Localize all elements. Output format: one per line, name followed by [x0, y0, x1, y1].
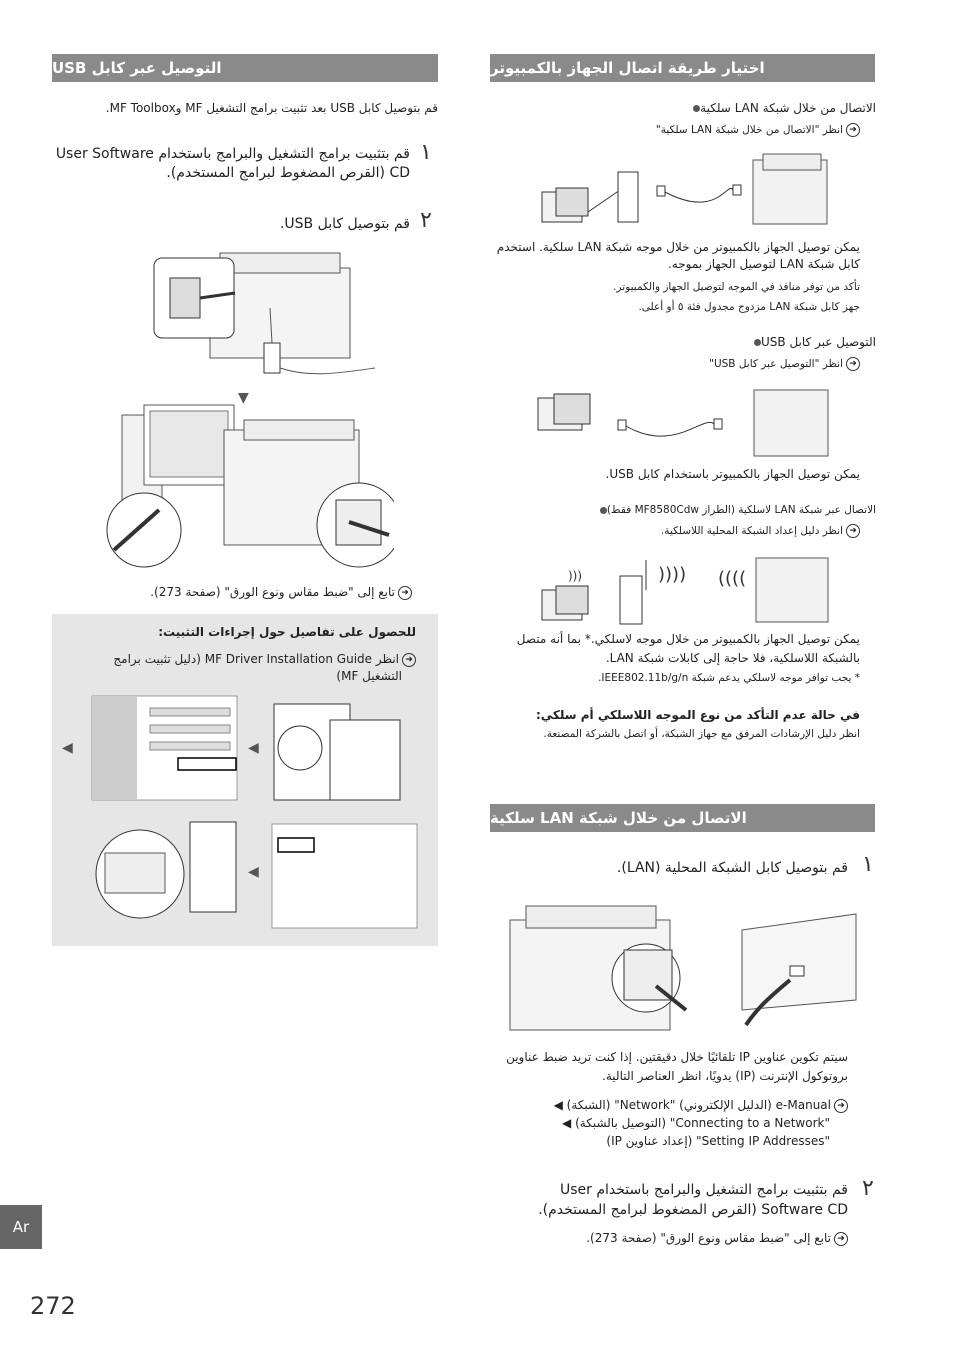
wlan-note: * يجب توافر موجه لاسلكي يدعم شبكة IEEE802.11b/g/n. — [598, 672, 860, 684]
ref-text: "Connecting to a Network" (التوصيل بالشبكة) — [575, 1116, 830, 1130]
svg-text:◀: ◀ — [248, 740, 259, 756]
wlan-unsure-text: انظر دليل الإرشادات المرفق مع جهاز الشبكة، أو اتصل بالشركة المصنعة. — [543, 728, 860, 740]
usb-ref-text — [150, 584, 412, 600]
lan-cable-illustration — [506, 900, 860, 1035]
wlan-connection-illustration — [538, 550, 830, 626]
wlan-desc1: يمكن توصيل الجهاز بالكمبيوتر من خلال موجه لاسلكي.* بما أنه متصل — [516, 632, 860, 646]
page-number: 272 — [30, 1292, 76, 1320]
installation-text: انظر MF Driver Installation Guide (دليل تثبيت برامج — [113, 652, 399, 666]
installation-box-line2: التشغيل MF) — [336, 669, 402, 683]
installation-box-title: للحصول على تفاصيل حول إجراءات التثبيت: — [158, 625, 416, 639]
lan-step2-ref — [586, 1230, 848, 1246]
lan-see-ref — [656, 122, 860, 138]
usb-step2-text: قم بتوصيل كابل USB. — [279, 216, 410, 232]
usb-intro-text: قم بتوصيل كابل USB بعد تثبيت برامج التشغيل MF وMF Toolbox. — [105, 101, 438, 115]
connection-method-header: اختيار طريقة اتصال الجهاز بالكمبيوتر — [490, 54, 875, 82]
step-number: ٢ — [420, 208, 432, 233]
arrow-right-circle-icon: ➜ — [398, 586, 412, 600]
usb-section-header: التوصيل عبر كابل USB — [52, 54, 438, 82]
step-number: ٢ — [862, 1176, 874, 1201]
ref-text: تابع إلى "ضبط مقاس ونوع الورق" (صفحة 273). — [586, 1231, 831, 1245]
see-text: انظر "الاتصال من خلال شبكة LAN سلكية" — [655, 124, 843, 136]
lan-desc2: كابل شبكة LAN لتوصيل الجهاز بموجه. — [667, 257, 860, 271]
lan-bullet1: تأكد من توفر منافذ في الموجه لتوصيل الجهاز والكمبيوتر. — [613, 281, 860, 293]
ref-text: "Setting IP Addresses" (إعداد عناوين IP) — [606, 1134, 830, 1148]
lan-connection-illustration — [538, 150, 830, 232]
usb-step1-line2: CD (القرص المضغوط لبرامج المستخدم). — [166, 165, 410, 181]
lan-ip-text1: سيتم تكوين عناوين IP تلقائيًا خلال دقيقتين. إذا كنت تريد ضبط عناوين — [506, 1050, 848, 1064]
lan-step2-line1: قم بتثبيت برامج التشغيل والبرامج باستخدام User — [559, 1182, 848, 1198]
arrow-right-circle-icon: ➜ — [834, 1099, 848, 1113]
lan-ref1: ➜e-Manual (الدليل الإلكتروني) "Network" (الشبكة) ◀ — [554, 1097, 848, 1113]
lan-ip-text2: بروتوكول الإنترنت (IP) يدويًا، انظر العناصر التالية. — [602, 1069, 848, 1083]
arrow-right-circle-icon: ➜ — [846, 524, 860, 538]
arrow-right-circle-icon: ➜ — [834, 1232, 848, 1246]
see-text: انظر دليل إعداد الشبكة المحلية اللاسلكية. — [660, 525, 843, 537]
computer-printer-usb-illustration — [104, 400, 394, 570]
see-text: انظر "التوصيل عبر كابل USB" — [709, 358, 843, 370]
wlan-title: الاتصال عبر شبكة LAN لاسلكية (الطراز MF8580Cdw فقط) — [595, 502, 876, 518]
language-tab: Ar — [0, 1205, 42, 1249]
installation-box-line1 — [113, 651, 416, 667]
wlan-desc2: بالشبكة اللاسلكية، فلا حاجة إلى كابلات شبكة LAN. — [605, 651, 860, 665]
arrow-right-circle-icon: ➜ — [846, 357, 860, 371]
arrow-right-circle-icon: ➜ — [846, 123, 860, 137]
usb-step1-line1: قم بتثبيت برامج التشغيل والبرامج باستخدام User Software — [55, 146, 410, 162]
svg-text:))): ))) — [568, 569, 583, 583]
step-number: ١ — [862, 852, 874, 877]
ref-text: e-Manual (الدليل الإلكتروني) "Network" (الشبكة) — [566, 1098, 831, 1112]
printer-usb-illustration — [150, 248, 380, 383]
lan-step1-text: قم بتوصيل كابل الشبكة المحلية (LAN). — [616, 860, 848, 876]
usb-desc: يمكن توصيل الجهاز بالكمبيوتر باستخدام كابل USB. — [605, 467, 860, 481]
usb-see-ref — [709, 356, 860, 372]
lan-ref3 — [606, 1133, 830, 1149]
ref-text: تابع إلى "ضبط مقاس ونوع الورق" (صفحة 273). — [150, 585, 395, 599]
lan-desc1: يمكن توصيل الجهاز بالكمبيوتر من خلال موجه شبكة LAN سلكية. استخدم — [496, 240, 860, 254]
svg-text:)))): )))) — [658, 564, 687, 585]
usb-connection-illustration — [534, 384, 830, 460]
step-number: ١ — [420, 140, 432, 165]
usb-title: التوصيل عبر كابل USB — [749, 334, 876, 350]
wlan-unsure-title: في حالة عدم التأكد من نوع الموجه اللاسلكي أم سلكي: — [535, 708, 860, 722]
lan-section-header: الاتصال من خلال شبكة LAN سلكية — [490, 804, 875, 832]
svg-text:◀: ◀ — [62, 740, 73, 756]
svg-text:◀: ◀ — [248, 864, 259, 880]
lan-bullet2: جهز كابل شبكة LAN مزدوج مجدول فئة ٥ أو أعلى. — [638, 301, 860, 313]
arrow-right-circle-icon: ➜ — [402, 653, 416, 667]
wlan-see-ref — [661, 523, 860, 539]
lan-step2-line2: Software CD (القرص المضغوط لبرامج المستخدم). — [538, 1202, 848, 1218]
lan-ref2: "Connecting to a Network" (التوصيل بالشبكة) ◀ — [562, 1116, 830, 1130]
lan-title: الاتصال من خلال شبكة LAN سلكية — [688, 100, 876, 116]
installation-illustration — [60, 690, 430, 930]
svg-text:((((: (((( — [718, 568, 747, 589]
down-arrow-icon: ▼ — [238, 390, 249, 406]
